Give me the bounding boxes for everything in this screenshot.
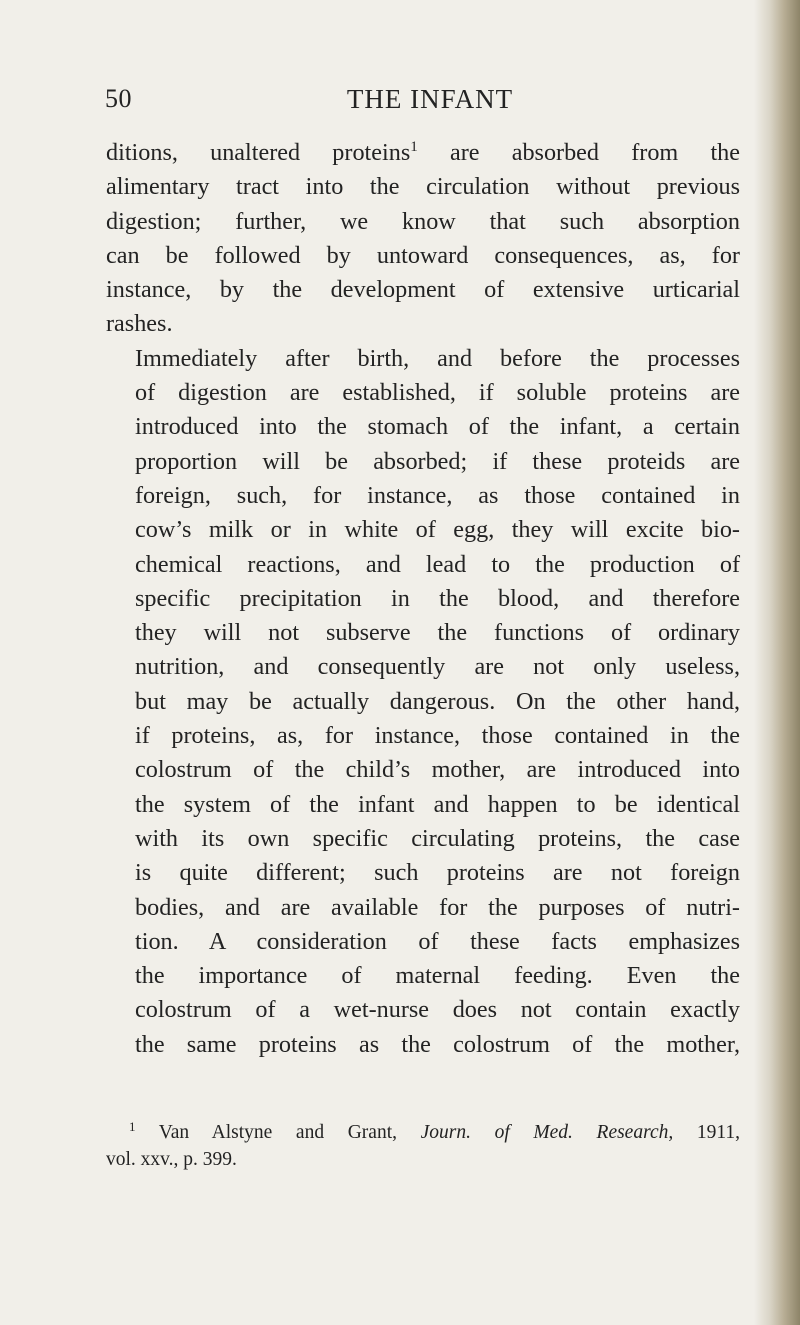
footnote <box>106 1113 740 1173</box>
text-line: foreign, such, for instance, as those contained in <box>135 481 740 509</box>
text-line: colostrum of a wet-nurse does not contain exactly <box>135 996 740 1024</box>
text-line: bodies, and are available for the purposes of nutri- <box>135 893 740 921</box>
text-line: Immediately after birth, and before the processes <box>135 344 740 372</box>
text-line: specific precipitation in the blood, and therefore <box>135 584 740 612</box>
footnote-line: $^1$ Van Alstyne and Grant, Journ. of Med. Research, 1911, <box>129 1119 741 1143</box>
text-line: can be followed by untoward consequences, as, for <box>106 241 740 269</box>
running-title: THE INFANT <box>346 84 514 114</box>
text-line: ditions, unaltered proteins$^1$ are absorbed from the <box>106 139 741 166</box>
paragraph-1 <box>106 136 740 342</box>
text-line: nutrition, and consequently are not only useless, <box>135 653 740 681</box>
footnote-reference[interactable]: 1 <box>410 139 418 155</box>
footnote-line: vol. xxv., p. 399. <box>106 1149 237 1170</box>
text-line: rashes. <box>106 310 173 338</box>
footnote-marker: 1 <box>129 1119 136 1134</box>
text-line: the importance of maternal feeding. Even the <box>135 962 740 990</box>
text-line: tion. A consideration of these facts emphasizes <box>135 927 740 955</box>
text-line: but may be actually dangerous. On the other hand, <box>135 687 740 715</box>
journal-title: Journ. of Med. Research, <box>420 1122 674 1143</box>
text-line: introduced into the stomach of the infant, a certain <box>135 413 740 441</box>
text-line: chemical reactions, and lead to the production of <box>135 550 740 578</box>
text-line: of digestion are established, if soluble proteins are <box>135 379 740 407</box>
text-line: proportion will be absorbed; if these proteids are <box>135 447 740 475</box>
text-line: alimentary tract into the circulation without previous <box>106 173 740 201</box>
text-line: digestion; further, we know that such absorption <box>106 207 740 235</box>
text-line: colostrum of the child’s mother, are introduced into <box>135 756 740 784</box>
text-line: if proteins, as, for instance, those contained in the <box>135 722 740 750</box>
body-text <box>106 136 740 1062</box>
page-number: 50 <box>105 84 132 113</box>
text-line: cow’s milk or in white of egg, they will excite bio- <box>135 516 740 544</box>
text-line: is quite different; such proteins are not foreign <box>135 859 740 887</box>
text-line: instance, by the development of extensive urticarial <box>106 276 740 304</box>
text-line: the system of the infant and happen to be identical <box>135 790 740 818</box>
text-line: they will not subserve the functions of ordinary <box>135 619 740 647</box>
paragraph-2 <box>106 342 740 1062</box>
text-line: the same proteins as the colostrum of the mother, <box>135 1030 740 1058</box>
text-line: with its own specific circulating proteins, the case <box>135 824 740 852</box>
